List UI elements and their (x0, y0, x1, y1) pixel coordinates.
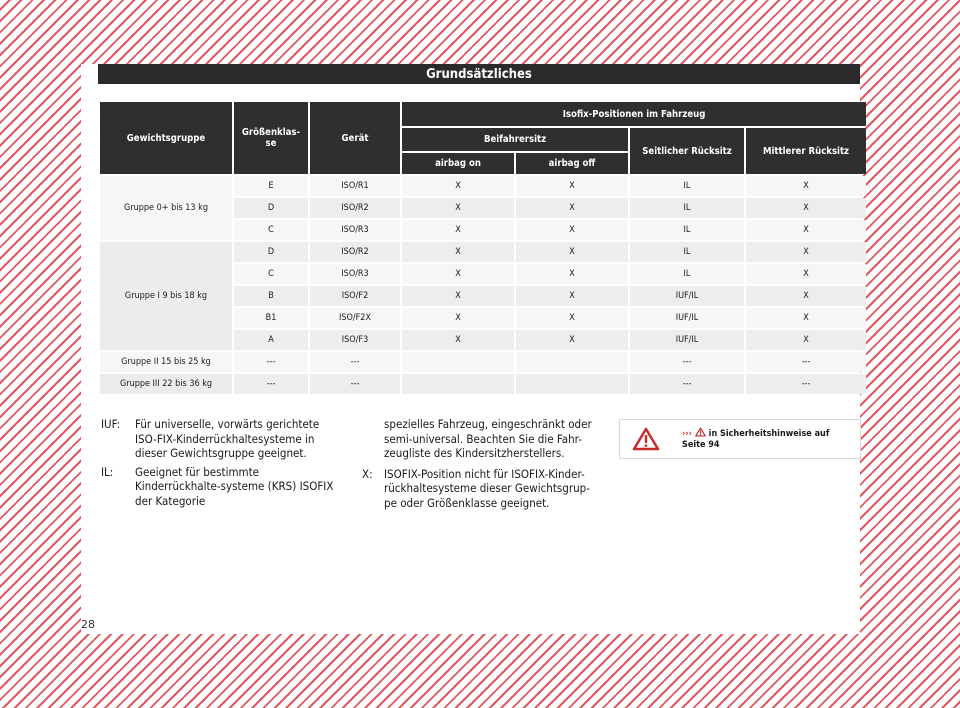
table-cell: X (746, 308, 866, 328)
table-cell: ISO/F3 (310, 330, 400, 350)
table-cell: X (516, 198, 628, 218)
legend-text: Für universelle, vorwärts gerichtete ISO-FIX-Kinderrückhaltesysteme in dieser Gewichtsgruppe geeignet. (135, 417, 320, 460)
table-cell: ISO/R3 (310, 220, 400, 240)
header-device: Gerät (310, 102, 400, 174)
legend-item-il (101, 465, 341, 509)
header-airbag-on: airbag on (402, 153, 514, 174)
weight-group-cell: Gruppe I 9 bis 18 kg (100, 242, 232, 350)
table-cell: X (402, 308, 514, 328)
header-size-class: Größenklas- se (234, 102, 308, 174)
table-cell: X (516, 220, 628, 240)
table-cell (516, 352, 628, 372)
table-cell: IL (630, 176, 744, 196)
weight-group-cell: Gruppe 0+ bis 13 kg (100, 176, 232, 240)
table-cell: --- (630, 374, 744, 394)
table-cell: ISO/R3 (310, 264, 400, 284)
table-cell: IL (630, 198, 744, 218)
safety-reference-text[interactable] (682, 427, 829, 451)
table-cell: ISO/F2 (310, 286, 400, 306)
table-cell: ISO/R1 (310, 176, 400, 196)
legend-text: Geeignet für bestimmte Kinderrückhalte-systeme (KRS) ISOFIX der Kategorie (135, 464, 334, 508)
table-row (100, 352, 866, 372)
table-row (100, 374, 866, 394)
table-cell: --- (630, 352, 744, 372)
table-cell: --- (310, 352, 400, 372)
table-cell: X (516, 308, 628, 328)
table-cell: IL (630, 242, 744, 262)
table-cell: X (746, 220, 866, 240)
table-cell: C (234, 264, 308, 284)
header-isofix-positions: Isofix-Positionen im Fahrzeug (402, 102, 866, 126)
table-cell: X (746, 198, 866, 218)
table-cell: X (402, 264, 514, 284)
header-middle-rear: Mittlerer Rücksitz (746, 128, 866, 174)
safety-reference-page: Seite 94 (682, 440, 720, 450)
table-cell: X (746, 176, 866, 196)
table-cell: --- (234, 374, 308, 394)
table-cell: X (746, 330, 866, 350)
table-cell: X (402, 330, 514, 350)
legend-left (101, 417, 341, 510)
chevron-right-icon: ››› (682, 429, 693, 439)
table-cell: --- (234, 352, 308, 372)
header-side-rear: Seitlicher Rücksitz (630, 128, 744, 174)
page-number: 28 (81, 618, 95, 631)
table-cell: X (516, 176, 628, 196)
table-row (100, 176, 866, 196)
table-cell: X (402, 176, 514, 196)
legend-key: X: (362, 466, 373, 481)
table-cell: X (516, 286, 628, 306)
table-cell: ISO/F2X (310, 308, 400, 328)
table-cell: D (234, 242, 308, 262)
table-cell: X (516, 242, 628, 262)
header-weight-group: Gewichtsgruppe (100, 102, 232, 174)
table-cell (402, 374, 514, 394)
page-title: Grundsätzliches (98, 64, 860, 84)
table-cell (402, 352, 514, 372)
legend-text: ISOFIX-Position nicht für ISOFIX-Kinder-rückhaltesysteme dieser Gewichtsgrup-pe oder Größenklasse geeignet. (384, 466, 590, 510)
table-cell: X (516, 330, 628, 350)
legend-key: IL: (101, 464, 114, 479)
table-cell: IUF/IL (630, 308, 744, 328)
table-cell: --- (746, 374, 866, 394)
table-cell: X (402, 286, 514, 306)
safety-reference-box[interactable] (619, 419, 861, 459)
legend-il-continuation: spezielles Fahrzeug, eingeschränkt oder semi-universal. Beachten Sie die Fahr-zeugliste des Kindersitzherstellers. (384, 417, 592, 460)
table-cell: B1 (234, 308, 308, 328)
table-cell: X (746, 242, 866, 262)
table-cell: ISO/R2 (310, 242, 400, 262)
warning-triangle-small-icon (695, 427, 706, 437)
warning-triangle-icon (632, 427, 660, 451)
legend-item-iuf (101, 417, 341, 461)
table-cell: X (746, 286, 866, 306)
table-cell: X (516, 264, 628, 284)
table-cell: X (402, 242, 514, 262)
header-airbag-off: airbag off (516, 153, 628, 174)
table-cell: C (234, 220, 308, 240)
table-cell: X (746, 264, 866, 284)
legend-right (362, 417, 602, 512)
table-cell: D (234, 198, 308, 218)
weight-group-cell: Gruppe III 22 bis 36 kg (100, 374, 232, 394)
isofix-table-body (100, 176, 866, 394)
table-cell: IL (630, 220, 744, 240)
table-cell: X (402, 220, 514, 240)
table-cell: IUF/IL (630, 286, 744, 306)
table-cell: --- (310, 374, 400, 394)
weight-group-cell: Gruppe II 15 bis 25 kg (100, 352, 232, 372)
isofix-table (98, 100, 868, 396)
page-sheet (81, 64, 860, 634)
table-cell: IUF/IL (630, 330, 744, 350)
table-cell: A (234, 330, 308, 350)
legend-key: IUF: (101, 417, 121, 431)
table-cell: --- (746, 352, 866, 372)
table-cell: E (234, 176, 308, 196)
table-cell: B (234, 286, 308, 306)
table-cell (516, 374, 628, 394)
header-passenger-seat: Beifahrersitz (402, 128, 628, 151)
table-cell: IL (630, 264, 744, 284)
safety-reference-label: in Sicherheitshinweise auf (708, 429, 830, 439)
legend-item-x (362, 467, 602, 511)
table-cell: ISO/R2 (310, 198, 400, 218)
table-row (100, 242, 866, 262)
table-cell: X (402, 198, 514, 218)
